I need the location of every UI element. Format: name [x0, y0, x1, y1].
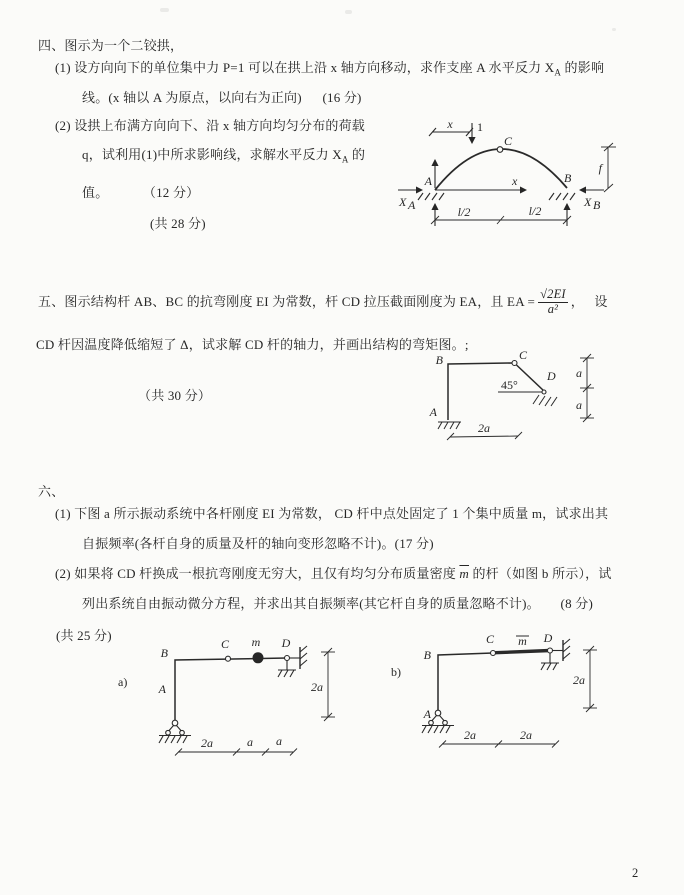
arch-x-axis-label: x: [512, 174, 518, 188]
problem4-q2-line1: (2) 设拱上布满方向向下、沿 x 轴方向均匀分布的荷载: [55, 118, 366, 133]
scan-artifact: [345, 10, 352, 14]
frame5-dim-a-top-label: a: [576, 366, 582, 380]
problem4-q2-line3: 值。 （12 分）: [82, 185, 200, 200]
arch-node-a-label: A: [424, 174, 432, 188]
arch-xa-label: X: [399, 195, 407, 209]
arch-halfspan-left-label: l/2: [457, 205, 471, 219]
frame6b-dim-right-label: 2a: [573, 673, 585, 687]
problem4-q1-line2: 线。(x 轴以 A 为原点，以向右为正向) (16 分): [82, 90, 362, 105]
arch-diagram: [396, 116, 684, 241]
problem4-q2-line2-text: q，试利用(1)中所求影响线，求解水平反力 X: [82, 147, 342, 162]
scan-artifact: [612, 28, 616, 31]
problem6-q1-line2: 自振频率(各杆自身的质量及杆的轴向变形忽略不计)。(17 分): [82, 536, 434, 551]
frame6a-node-b-label: B: [160, 646, 168, 660]
frame5-dim-a-bottom-label: a: [576, 398, 582, 412]
frame6b-linework: [422, 636, 597, 748]
problem6-heading: 六、: [38, 484, 65, 499]
frame5-node-b-label: B: [435, 353, 443, 367]
frame5-dim-span-label: 2a: [478, 421, 490, 435]
problem5-total-score: （共 30 分）: [138, 388, 212, 403]
frame6b-dim2-label: 2a: [520, 728, 532, 742]
problem4-total-score: (共 28 分): [150, 216, 206, 231]
fraction-denominator: a²: [547, 301, 559, 316]
frame6a-dim1-label: 2a: [201, 736, 213, 750]
arch-xb-label: X: [584, 195, 592, 209]
arch-node-b-label: B: [564, 171, 572, 185]
frame6b-label: b): [391, 665, 401, 679]
problem6-q2-line1: [55, 566, 612, 582]
problem4-heading: 四、图示为一个二铰拱，: [38, 38, 184, 53]
arch-xb-sub: B: [593, 198, 601, 212]
frame6a-dim3-label: a: [276, 734, 282, 748]
page-number: 2: [632, 866, 639, 880]
problem6-q1-line1: (1) 下图 a 所示振动系统中各杆刚度 EI 为常数， CD 杆中点处固定了 1 个集中质量 m，试求出其: [55, 506, 609, 521]
frame5-node-c-label: C: [519, 348, 528, 362]
frame6a-diagram: [98, 633, 343, 768]
frame6b-node-d-label: D: [543, 631, 553, 645]
frame5-diagram: [413, 348, 603, 448]
arch-xa-sub: A: [408, 198, 416, 212]
frame5-node-d-label: D: [547, 369, 556, 383]
frame5-linework: [435, 353, 594, 440]
problem5-line1: [38, 288, 608, 317]
problem6-total-score: (共 25 分): [56, 628, 112, 643]
fraction-sqrt2EI-a2: [538, 288, 568, 317]
problem4-q1-line1: [55, 60, 604, 79]
frame6b-node-b-label: B: [423, 648, 431, 662]
arch-halfspan-right-label: l/2: [528, 204, 542, 218]
frame6a-dim2-label: a: [247, 735, 253, 749]
frame5-angle-label: 45°: [501, 378, 518, 392]
frame6b-diagram: [383, 633, 603, 758]
arch-node-c-label: C: [504, 134, 513, 148]
arch-f-dim-label: f: [598, 161, 602, 175]
subscript-a: A: [341, 154, 349, 165]
arch-unit-load-label: 1: [477, 120, 483, 134]
problem5-line1-tail: ， 设: [570, 294, 608, 310]
problem6-q2-line2: 列出系统自由振动微分方程，并求出其自振频率(其它杆自身的质量忽略不计)。 (8 分): [82, 596, 593, 611]
frame5-node-a-label: A: [429, 405, 437, 419]
problem6-q2-line1-tail: 的杆（如图 b 所示），试: [469, 566, 612, 581]
arch-x-dim-label: x: [447, 117, 453, 131]
frame6b-node-a-label: A: [423, 707, 431, 721]
frame6a-mass-label: m: [251, 635, 261, 649]
frame6b-dim1-label: 2a: [464, 728, 476, 742]
mass-density-mbar: $\overline{m}$: [459, 566, 470, 581]
frame6a-node-c-label: C: [220, 637, 230, 651]
problem5-line1-text: 五、图示结构杆 AB、BC 的抗弯刚度 EI 为常数，杆 CD 拉压截面刚度为 EA，且 EA =: [38, 294, 536, 310]
problem5-line2: CD 杆因温度降低缩短了 Δ，试求解 CD 杆的轴力，并画出结构的弯矩图。;: [36, 337, 469, 352]
scan-artifact: [160, 8, 169, 12]
fraction-numerator: √2EI: [540, 287, 566, 301]
frame6b-node-c-label: C: [485, 632, 495, 646]
frame6b-mass-bar-label: m: [518, 634, 527, 648]
problem6-q2-line1-text: (2) 如果将 CD 杆换成一根抗弯刚度无穷大，且仅有均匀分布质量密度: [55, 566, 460, 581]
problem4-q2-line2-tail: 的: [348, 147, 366, 162]
frame6a-dim-right-label: 2a: [311, 680, 323, 694]
frame6a-node-a-label: A: [158, 682, 166, 696]
problem4-q1-line1-text: (1) 设方向向下的单位集中力 P=1 可以在拱上沿 x 轴方向移动，求作支座 A 水平反力 X: [55, 60, 555, 75]
frame6a-node-d-label: D: [281, 636, 291, 650]
problem4-q1-line1-tail: 的影响: [561, 60, 605, 75]
frame6a-label: a): [118, 675, 128, 689]
subscript-a: A: [554, 67, 562, 78]
problem4-q2-line2: [82, 147, 365, 166]
